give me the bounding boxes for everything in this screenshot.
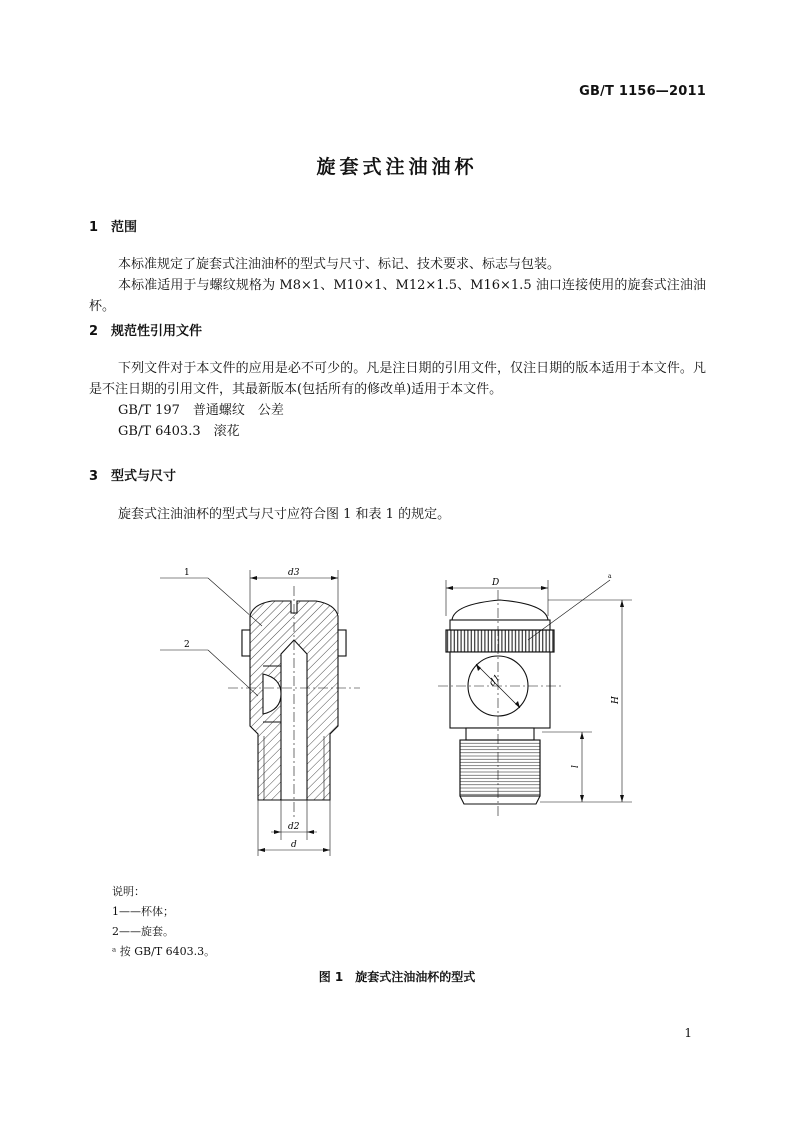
dim-H-label: H (611, 696, 621, 704)
section-2-heading (89, 320, 202, 339)
legend-heading: 说明： (112, 885, 145, 898)
section-1-heading (89, 216, 137, 235)
dim-d3-label: d3 (288, 568, 300, 578)
section-number: 3 (89, 469, 99, 484)
exterior-view (438, 580, 632, 818)
paragraph: 本标准规定了旋套式注油油杯的型式与尺寸、标记、技术要求、标志与包装。 (118, 257, 561, 272)
section-number: 1 (89, 220, 99, 235)
figure-caption: 图 1 旋套式注油油杯的型式 (318, 970, 476, 984)
note-a-marker: a (608, 573, 612, 580)
section-2-body (89, 358, 706, 442)
section-view (160, 570, 360, 856)
page-number: 1 (684, 1026, 692, 1040)
dim-D-label: D (492, 578, 500, 588)
dim-d-label: d (291, 840, 297, 850)
standard-number: GB/T 1156—2011 (579, 84, 706, 99)
section-title: 范围 (111, 220, 138, 235)
callout-2-label: 2 (184, 640, 190, 650)
section-3-body (89, 504, 706, 525)
section-title: 规范性引用文件 (111, 324, 203, 339)
paragraph: 本标准适用于与螺纹规格为 M8×1、M10×1、M12×1.5、M16×1.5 油口连接使用的旋套式注油油杯。 (89, 278, 706, 314)
section-3-heading (89, 465, 176, 484)
reference-item: GB/T 6403.3 滚花 (118, 424, 240, 439)
reference-item: GB/T 197 普通螺纹 公差 (118, 403, 284, 418)
dim-l-label: l (571, 765, 581, 768)
dim-d2-label: d2 (288, 822, 300, 832)
document-title: 旋套式注油油杯 (316, 156, 478, 178)
paragraph: 旋套式注油油杯的型式与尺寸应符合图 1 和表 1 的规定。 (118, 507, 451, 522)
paragraph: 下列文件对于本文件的应用是必不可少的。凡是注日期的引用文件，仅注日期的版本适用于本文件。凡是不注日期的引用文件，其最新版本(包括所有的修改单)适用于本文件。 (89, 361, 706, 397)
figure-1-drawing (150, 556, 650, 870)
dim-d1-label: d1 (487, 673, 503, 689)
section-number: 2 (89, 324, 99, 339)
oil-cup-technical-drawing (150, 556, 650, 866)
legend-note: ᵃ 按 GB/T 6403.3。 (112, 945, 216, 958)
section-1-body (89, 254, 706, 317)
legend-item: 2——旋套。 (112, 925, 174, 938)
legend-item: 1——杯体； (112, 905, 174, 918)
callout-1-label: 1 (184, 568, 190, 578)
section-title: 型式与尺寸 (111, 469, 177, 484)
figure-legend (112, 882, 215, 962)
